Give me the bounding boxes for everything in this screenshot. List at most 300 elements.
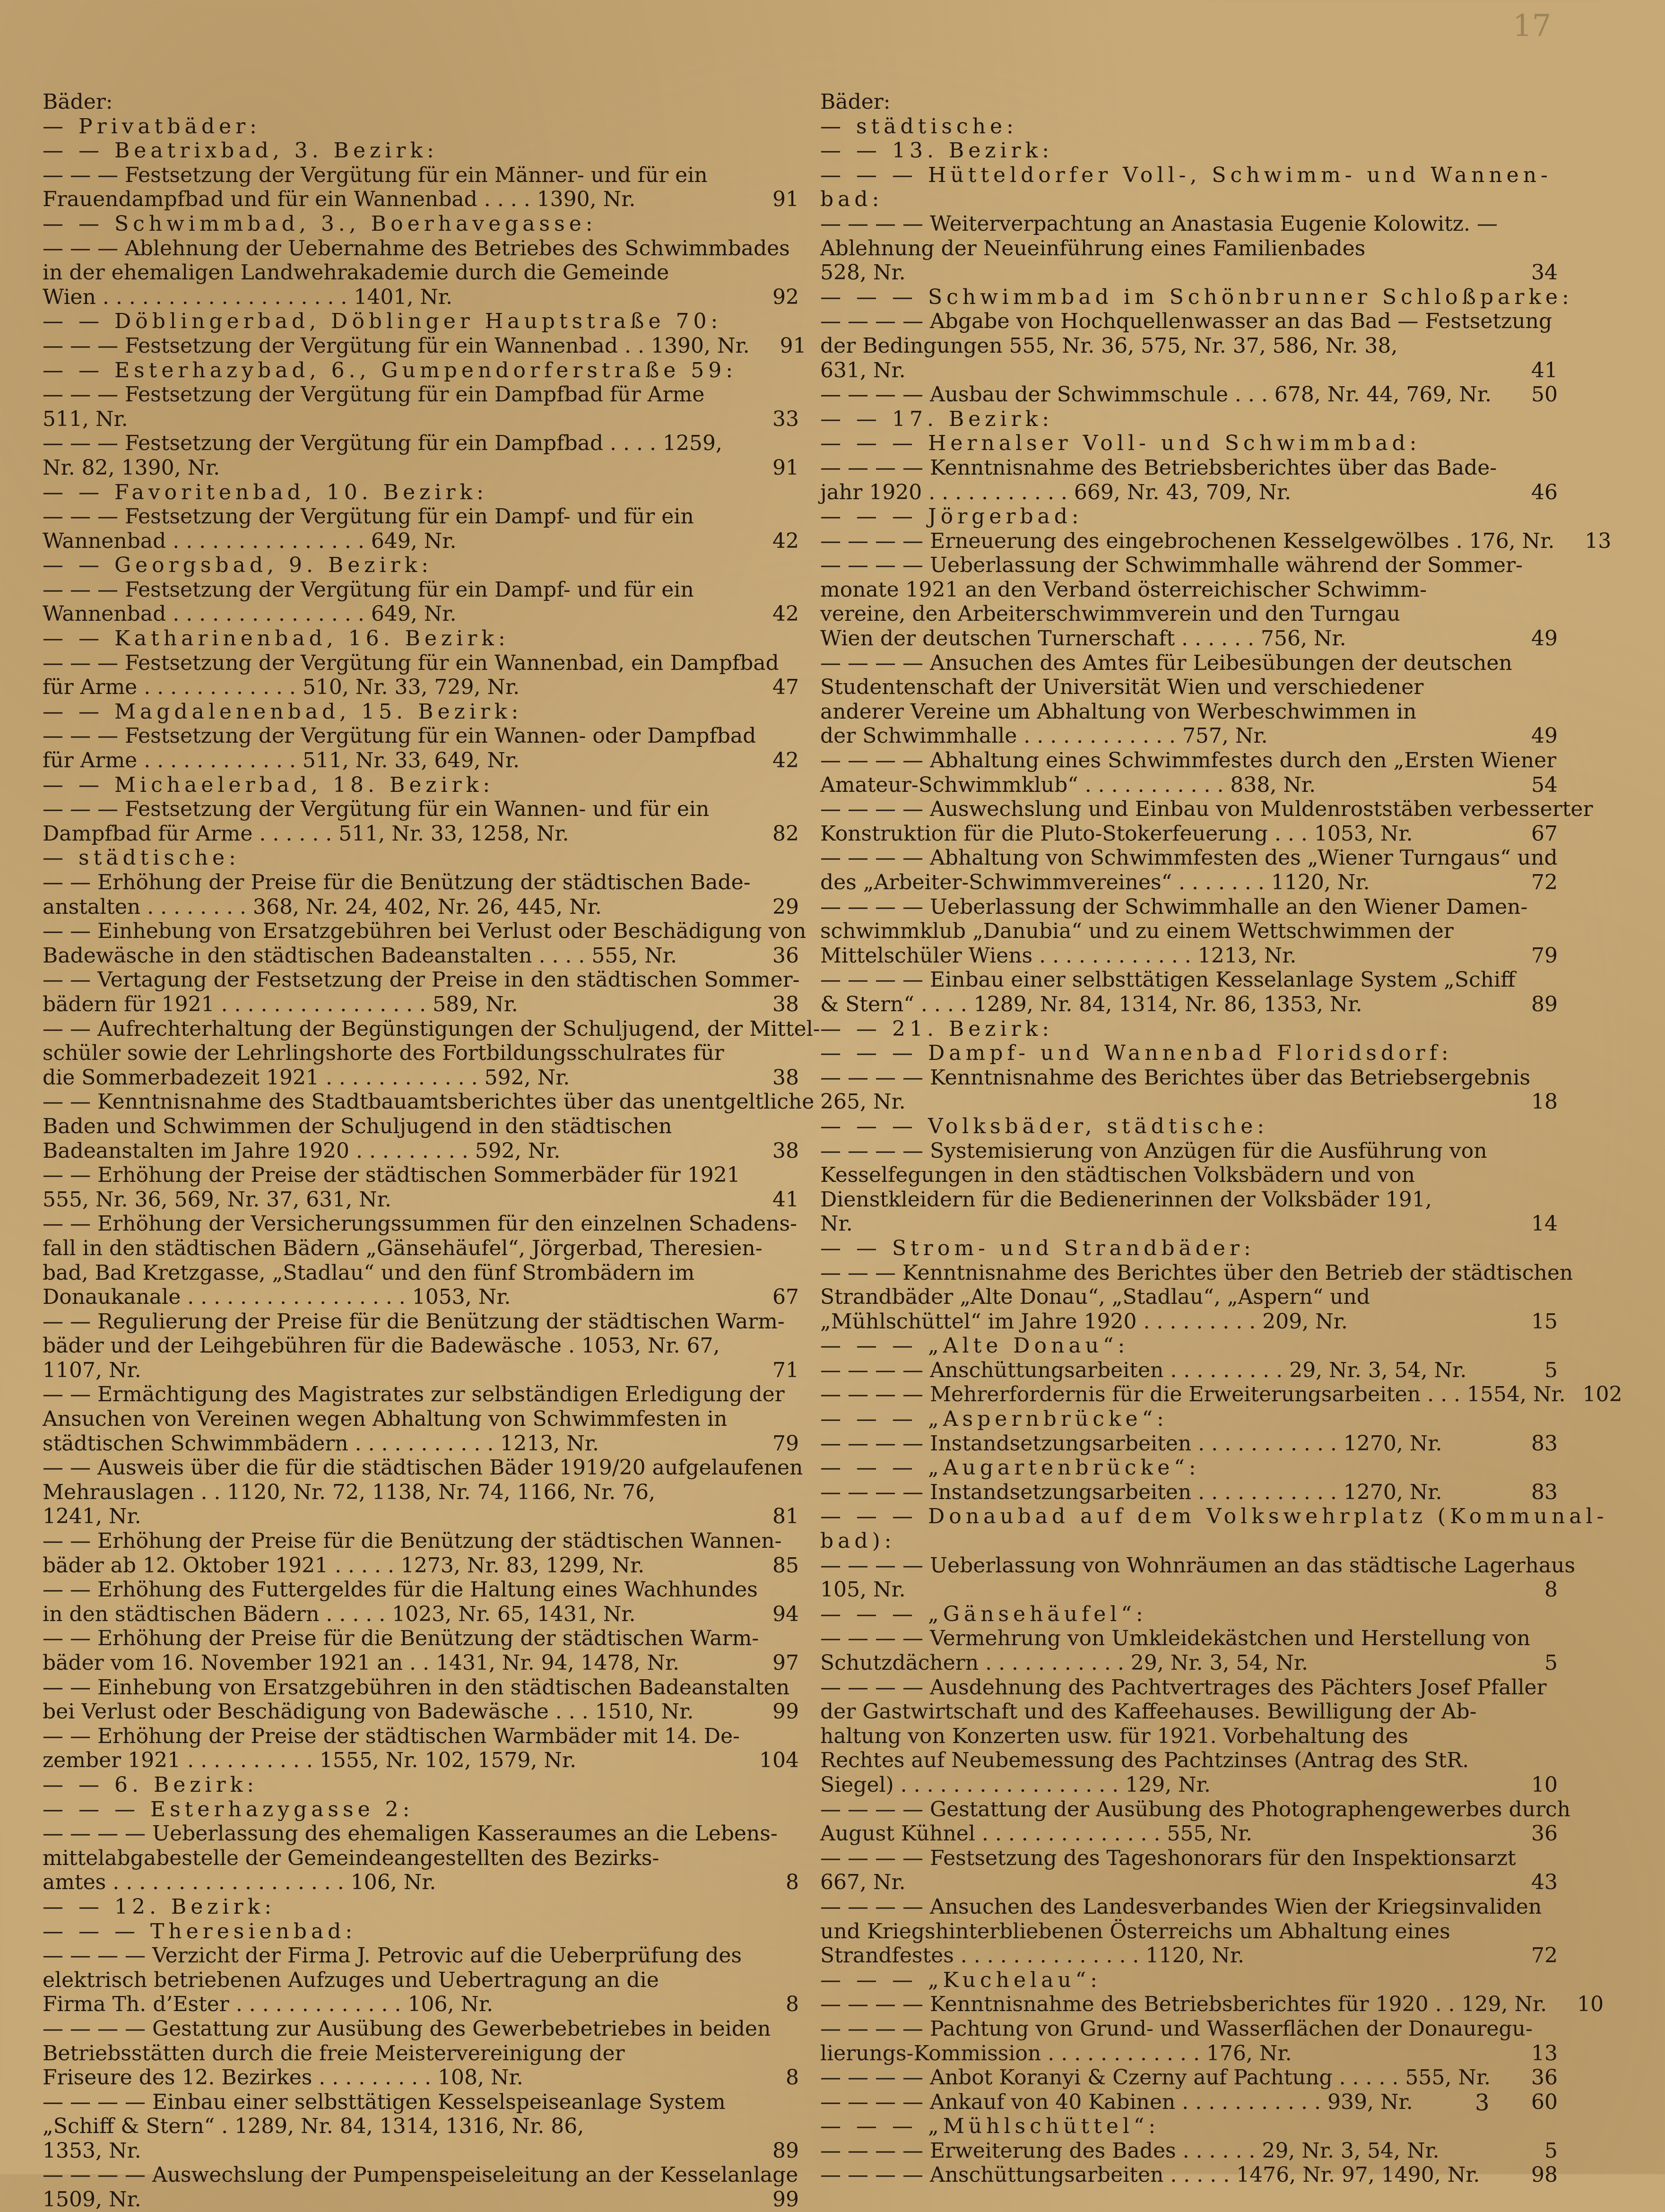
index-entry [43, 773, 799, 798]
entry-text: Donaukanale . . . . . . . . . . . . . . . . . 1053, Nr. [43, 1285, 511, 1310]
entry-text: bad): [820, 1529, 896, 1553]
entry-text: fall in den städtischen Bädern „Gänsehäufel“, Jörgerbad, Theresien- [43, 1236, 763, 1260]
entry-page-number: 5 [1544, 1651, 1558, 1675]
index-entry [43, 1139, 799, 1163]
entry-page-number: 5 [1544, 2138, 1558, 2163]
index-entry [43, 480, 799, 505]
entry-text: der Gastwirtschaft und des Kaffeehauses. Bewilligung der Ab- [820, 1700, 1477, 1724]
index-entry [820, 1919, 1558, 1944]
entry-text: — — — „Augartenbrücke“: [820, 1456, 1200, 1480]
index-entry [820, 1066, 1558, 1090]
entry-text: Mittelschüler Wiens . . . . . . . . . . . . 1213, Nr. [820, 943, 1297, 968]
entry-text: — Privatbäder: [43, 114, 261, 139]
entry-text: — — Erhöhung der Preise für die Benützung der städtischen Wannen- [43, 1529, 782, 1553]
index-entry [43, 870, 799, 895]
index-entry [820, 602, 1558, 626]
entry-page-number [742, 260, 799, 285]
index-entry [820, 1822, 1558, 1846]
index-entry [820, 236, 1558, 261]
index-entry [820, 700, 1558, 724]
index-entry [43, 1651, 799, 1675]
entry-text: schüler sowie der Lehrlingshorte des Fortbildungsschulrates für [43, 1041, 724, 1066]
index-entry [43, 139, 799, 163]
entry-page-number [1501, 334, 1558, 358]
entry-page-number: 13 [1585, 529, 1612, 553]
corner-mark: 17 [1513, 9, 1552, 43]
index-entry [820, 285, 1573, 310]
entry-text: monate 1921 an den Verband österreichischer Schwimm- [820, 577, 1427, 602]
entry-text: Ablehnung der Neueinführung eines Familienbades [820, 236, 1366, 260]
index-entry [820, 1504, 1608, 1529]
entry-page-number [1501, 578, 1558, 602]
entry-page-number: 18 [1531, 1090, 1558, 1114]
entry-text: — — — „Gänsehäufel“: [820, 1602, 1147, 1626]
index-entry [820, 675, 1558, 700]
entry-page-number: 83 [1531, 1480, 1558, 1504]
entry-text: — — — Jörgerbad: [820, 504, 1083, 529]
index-entry [43, 1114, 799, 1139]
index-column-right [820, 90, 1622, 2187]
entry-page-number [1501, 1724, 1558, 1749]
index-entry [43, 456, 799, 480]
entry-page-number [1501, 2114, 1558, 2139]
entry-text: — — Einhebung von Ersatzgebühren in den städtischen Badeanstalten [43, 1675, 790, 1700]
index-entry [43, 626, 799, 651]
entry-page-number: 67 [1531, 821, 1558, 846]
entry-page-number [1501, 1188, 1558, 1212]
index-entry [43, 1724, 799, 1749]
entry-text: — — Beatrixbad, 3. Bezirk: [43, 139, 438, 163]
entry-page-number: 99 [772, 2187, 799, 2212]
index-entry [820, 114, 1558, 139]
entry-page-number [742, 1895, 799, 1919]
index-entry [43, 333, 806, 358]
entry-page-number [1575, 1553, 1632, 1578]
index-entry [820, 139, 1558, 163]
entry-text: mittelabgabestelle der Gemeindeangestellten des Bezirks- [43, 1846, 659, 1870]
entry-text: — — — — Ueberlassung von Wohnräumen an das städtische Lagerhaus [820, 1553, 1576, 1578]
entry-page-number [771, 2017, 827, 2041]
index-entry [43, 895, 799, 919]
entry-page-number: 82 [772, 821, 799, 846]
index-entry [43, 90, 799, 114]
index-entry [43, 1919, 799, 1944]
entry-page-number: 46 [1531, 480, 1558, 504]
index-entry [820, 944, 1558, 968]
entry-text: & Stern“ . . . . 1289, Nr. 84, 1314, Nr. 86, 1353, Nr. [820, 992, 1362, 1016]
entry-page-number [1512, 651, 1569, 676]
entry-page-number: 41 [1531, 358, 1558, 382]
index-entry [43, 1163, 799, 1188]
entry-page-number: 79 [772, 1431, 799, 1456]
entry-page-number [1501, 407, 1558, 432]
entry-text: — — Erhöhung des Futtergeldes für die Haltung eines Wachhundes [43, 1578, 758, 1602]
entry-text: zember 1921 . . . . . . . . . . 1555, Nr. 102, 1579, Nr. [43, 1748, 577, 1773]
entry-page-number: 8 [786, 2065, 799, 2090]
entry-text: — — — — Instandsetzungsarbeiten . . . . . . . . . . . 1270, Nr. [820, 1480, 1442, 1504]
entry-page-number [1552, 163, 1609, 188]
index-entry [820, 1090, 1558, 1114]
entry-page-number: 38 [772, 1138, 799, 1163]
entry-text: Nr. [820, 1212, 853, 1236]
index-entry [820, 212, 1558, 236]
entry-text: — — 13. Bezirk: [820, 139, 1054, 163]
entry-page-number [1501, 1968, 1558, 1993]
entry-page-number [1501, 675, 1558, 700]
index-entry [43, 1846, 799, 1871]
entry-text: — — — Ablehnung der Uebernahme des Betriebes des Schwimmbades [43, 236, 790, 260]
entry-text: elektrisch betriebenen Aufzuges und Uebertragung an die [43, 1968, 659, 1992]
index-entry [43, 968, 799, 992]
entry-page-number: 47 [772, 675, 799, 700]
entry-page-number [742, 1797, 799, 1822]
entry-page-number [1501, 1456, 1558, 1480]
index-entry [43, 1797, 799, 1822]
entry-text: — — — Dampf- und Wannenbad Floridsdorf: [820, 1041, 1453, 1066]
entry-text: Amateur-Schwimmklub“ . . . . . . . . . . . 838, Nr. [820, 772, 1316, 797]
entry-page-number [1501, 504, 1558, 529]
entry-text: der Bedingungen 555, Nr. 36, 575, Nr. 37, 586, Nr. 38, [820, 333, 1398, 358]
entry-text: und Kriegshinterbliebenen Österreichs um Abhaltung eines [820, 1919, 1450, 1943]
index-entry [43, 797, 799, 822]
entry-text: — — — — Vermehrung von Umkleidekästchen und Herstellung von [820, 1626, 1530, 1651]
entry-page-number: 72 [1531, 870, 1558, 894]
index-entry [820, 1529, 1558, 1553]
entry-page-number [763, 1236, 819, 1261]
index-entry [43, 1382, 799, 1407]
index-entry [43, 1212, 799, 1236]
index-entry [43, 382, 799, 407]
entry-text: — — — Volksbäder, städtische: [820, 1114, 1269, 1138]
entry-page-number [742, 431, 799, 456]
entry-text: — — — — Mehrerfordernis für die Erweiterungsarbeiten . . . 1554, Nr. [820, 1382, 1566, 1407]
entry-text: Ansuchen von Vereinen wegen Abhaltung von Schwimmfesten in [43, 1407, 728, 1431]
entry-page-number: 5 [1544, 1358, 1558, 1382]
index-entry [820, 1236, 1558, 1261]
index-entry [820, 309, 1558, 334]
index-entry [820, 407, 1558, 432]
index-entry [43, 748, 799, 773]
index-entry [43, 651, 799, 676]
index-entry [43, 1773, 799, 1797]
index-entry [820, 968, 1558, 992]
entry-page-number: 104 [759, 1748, 799, 1773]
entry-page-number [742, 1968, 799, 1993]
index-entry [820, 1700, 1558, 1724]
index-entry [820, 1870, 1558, 1895]
index-entry [820, 797, 1593, 822]
entry-text: bad, Bad Kretzgasse, „Stadlau“ und den fünf Strombädern im [43, 1260, 695, 1285]
entry-text: 105, Nr. [820, 1578, 906, 1602]
entry-page-number [1501, 1334, 1558, 1358]
entry-text: — — 17. Bezirk: [820, 407, 1054, 431]
entry-page-number [751, 870, 807, 895]
index-entry [820, 919, 1558, 944]
entry-text: Betriebsstätten durch die freie Meistervereinigung der [43, 2041, 625, 2065]
entry-page-number: 29 [772, 894, 799, 919]
entry-page-number [742, 309, 799, 334]
entry-text: — — — — Ueberlassung der Schwimmhalle an den Wiener Damen- [820, 894, 1528, 919]
entry-text: amtes . . . . . . . . . . . . . . . . . . 106, Nr. [43, 1870, 436, 1895]
entry-text: — — Erhöhung der Preise für die Benützung der städtischen Warm- [43, 1626, 759, 1651]
index-entry [43, 1822, 799, 1846]
entry-text: Siegel) . . . . . . . . . . . . . . . . . 129, Nr. [820, 1772, 1211, 1797]
entry-page-number [742, 578, 799, 602]
index-entry [820, 163, 1558, 188]
index-entry [43, 553, 799, 578]
entry-text: bei Verlust oder Beschädigung von Badewäsche . . . 1510, Nr. [43, 1700, 694, 1724]
entry-page-number: 38 [772, 1065, 799, 1090]
index-entry [43, 358, 799, 383]
entry-text: Bäder: [820, 90, 891, 114]
index-entry [820, 1358, 1558, 1383]
entry-page-number [759, 1626, 815, 1651]
entry-text: — — — — Gestattung der Ausübung des Photographengewerbes durch [820, 1797, 1570, 1822]
entry-page-number: 91 [772, 187, 799, 212]
entry-page-number [1527, 895, 1584, 919]
entry-text: — — — Festsetzung der Vergütung für ein Dampfbad für Arme [43, 382, 705, 407]
entry-page-number [1552, 309, 1609, 334]
index-entry [43, 114, 799, 139]
entry-page-number: 13 [1531, 2041, 1558, 2065]
entry-text: — — — — Festsetzung des Tageshonorars für den Inspektionsarzt [820, 1846, 1516, 1870]
index-entry [820, 1407, 1558, 1431]
entry-text: bäder und der Leihgebühren für die Badewäsche . 1053, Nr. 67, [43, 1334, 720, 1358]
index-entry [43, 1529, 799, 1553]
entry-text: — — — — Anschüttungsarbeiten . . . . . . . . . 29, Nr. 3, 54, Nr. [820, 1358, 1467, 1382]
entry-page-number: 36 [772, 943, 799, 968]
entry-text: — — — — Kenntnisnahme des Betriebsberichtes für 1920 . . 129, Nr. [820, 1992, 1547, 2017]
index-entry [43, 1016, 820, 1041]
index-entry [820, 504, 1558, 529]
index-entry [820, 260, 1558, 285]
entry-page-number: 94 [772, 1602, 799, 1626]
entry-text: — — Michaelerbad, 18. Bezirk: [43, 772, 494, 797]
entry-page-number [742, 626, 799, 651]
index-entry [820, 1773, 1558, 1797]
index-entry [43, 2114, 799, 2139]
entry-text: Friseure des 12. Bezirkes . . . . . . . . . 108, Nr. [43, 2065, 523, 2090]
index-entry [820, 1578, 1558, 1602]
entry-page-number [1501, 1236, 1558, 1261]
index-entry [43, 1992, 799, 2017]
index-entry [820, 480, 1558, 505]
entry-page-number [742, 358, 799, 383]
index-entry [43, 675, 799, 700]
entry-text: — städtische: [43, 846, 240, 870]
index-entry [820, 1748, 1558, 1773]
entry-page-number [1533, 2017, 1589, 2041]
entry-text: Rechtes auf Neubemessung des Pachtzinses (Antrag des StR. [820, 1748, 1469, 1773]
entry-page-number: 54 [1531, 772, 1558, 797]
entry-text: — — Regulierung der Preise für die Benützung der städtischen Warm- [43, 1309, 785, 1334]
entry-text: Bäder: [43, 90, 113, 114]
entry-text: — — — — Einbau einer selbsttätigen Kesselanlage System „Schiff [820, 968, 1516, 992]
entry-page-number [1501, 1163, 1558, 1188]
entry-text: — — — Schwimmbad im Schönbrunner Schloßparke: [820, 285, 1573, 309]
entry-page-number [1501, 1919, 1558, 1944]
entry-text: Dienstkleidern für die Bedienerinnen der Volksbäder 191, [820, 1187, 1432, 1212]
index-entry [820, 1431, 1558, 1456]
entry-text: — — — „Kuchelau“: [820, 1968, 1101, 1992]
entry-page-number [1530, 1626, 1587, 1651]
index-entry [43, 1504, 799, 1529]
entry-text: — — — Festsetzung der Vergütung für ein Männer- und für ein [43, 163, 708, 187]
index-entry [43, 1188, 799, 1212]
entry-page-number [742, 797, 799, 822]
entry-page-number [742, 1163, 799, 1188]
entry-page-number [742, 2090, 799, 2115]
entry-text: 265, Nr. [820, 1090, 906, 1114]
entry-page-number: 92 [772, 285, 799, 309]
entry-text: lierungs-Kommission . . . . . . . . . . . . 176, Nr. [820, 2041, 1292, 2065]
entry-text: — — Katharinenbad, 16. Bezirk: [43, 626, 510, 651]
index-entry [820, 1163, 1558, 1188]
entry-page-number [1501, 700, 1558, 724]
page-number: 3 [1475, 2090, 1490, 2116]
entry-page-number: 50 [1531, 382, 1558, 407]
entry-text: Wannenbad . . . . . . . . . . . . . . . 649, Nr. [43, 602, 457, 626]
entry-page-number [742, 1943, 799, 1968]
entry-text: — — — — Ausbau der Schwimmschule . . . 678, Nr. 44, 769, Nr. [820, 382, 1492, 407]
index-entry [820, 2139, 1558, 2163]
entry-page-number [1558, 846, 1614, 870]
index-entry [43, 2090, 799, 2115]
index-entry [43, 846, 799, 870]
entry-page-number: 8 [786, 1870, 799, 1895]
entry-page-number [1501, 1017, 1558, 1041]
entry-text: — — Magdalenenbad, 15. Bezirk: [43, 699, 523, 724]
index-entry [820, 1553, 1576, 1578]
entry-page-number [1593, 797, 1650, 822]
entry-page-number: 34 [1531, 260, 1558, 285]
entry-text: — — — „Mühlschüttel“: [820, 2114, 1160, 2139]
entry-page-number: 36 [1531, 1822, 1558, 1846]
index-entry [43, 2065, 799, 2090]
index-entry [43, 2041, 799, 2066]
entry-page-number [742, 700, 799, 724]
entry-page-number: 10 [1577, 1992, 1604, 2017]
entry-text: — — — „Alte Donau“: [820, 1334, 1129, 1358]
entry-text: für Arme . . . . . . . . . . . . 511, Nr. 33, 649, Nr. [43, 748, 520, 773]
entry-page-number [1556, 748, 1613, 773]
index-entry [820, 431, 1558, 456]
entry-page-number [1501, 90, 1558, 114]
index-entry [820, 1797, 1570, 1822]
entry-text: Wannenbad . . . . . . . . . . . . . . . 649, Nr. [43, 529, 457, 553]
entry-page-number [742, 846, 799, 870]
entry-text: 511, Nr. [43, 407, 128, 431]
entry-page-number [742, 480, 799, 505]
index-entry [820, 2041, 1558, 2066]
index-entry [820, 1260, 1573, 1285]
entry-page-number: 83 [1531, 1431, 1558, 1456]
index-entry [43, 2017, 799, 2041]
entry-text: bäder vom 16. November 1921 an . . 1431, Nr. 94, 1478, Nr. [43, 1651, 680, 1675]
entry-page-number: 81 [772, 1504, 799, 1529]
entry-text: 631, Nr. [820, 358, 906, 382]
entry-text: städtischen Schwimmbädern . . . . . . . . . . . 1213, Nr. [43, 1431, 599, 1456]
entry-text: — — — — Erweiterung des Bades . . . . . . 29, Nr. 3, 54, Nr. [820, 2138, 1440, 2163]
index-entry [43, 944, 799, 968]
entry-text: — — — Festsetzung der Vergütung für ein Dampf- und für ein [43, 577, 694, 602]
entry-page-number: 33 [772, 407, 799, 431]
entry-page-number: 102 [1582, 1382, 1622, 1407]
entry-text: haltung von Konzerten usw. für 1921. Vorbehaltung des [820, 1724, 1408, 1748]
entry-text: — — — — Systemisierung von Anzügen für die Ausführung von [820, 1138, 1487, 1163]
index-entry [820, 1480, 1558, 1505]
entry-text: — — — — Ausdehnung des Pachtvertrages des Pächters Josef Pfaller [820, 1675, 1547, 1700]
index-entry [43, 919, 806, 944]
entry-text: jahr 1920 . . . . . . . . . . . 669, Nr. 43, 709, Nr. [820, 480, 1292, 504]
entry-page-number [742, 90, 799, 114]
entry-page-number: 71 [772, 1358, 799, 1382]
index-entry [820, 1626, 1558, 1651]
index-entry [43, 2187, 799, 2212]
entry-page-number [1547, 1675, 1604, 1700]
entry-text: — — Ermächtigung des Magistrates zur selbständigen Erledigung der [43, 1382, 785, 1407]
entry-page-number: 85 [772, 1553, 799, 1578]
entry-page-number [1501, 602, 1558, 626]
index-entry [43, 529, 799, 554]
entry-page-number [742, 1480, 799, 1505]
entry-page-number [742, 382, 799, 407]
entry-text: — — — — Verzicht der Firma J. Petrovic auf die Ueberprüfung des [43, 1943, 742, 1968]
index-entry [820, 456, 1558, 480]
entry-text: — — — — Anschüttungsarbeiten . . . . . 1476, Nr. 97, 1490, Nr. [820, 2163, 1480, 2187]
entry-page-number: 42 [772, 602, 799, 626]
entry-text: Kesselfegungen in den städtischen Volksbädern und von [820, 1163, 1415, 1188]
entry-page-number [1501, 919, 1558, 944]
index-entry [43, 992, 799, 1017]
index-entry [43, 1480, 799, 1505]
entry-page-number [1501, 1041, 1558, 1066]
entry-text: — — — Festsetzung der Vergütung für ein Dampf- und für ein [43, 504, 694, 529]
index-entry [820, 1212, 1558, 1236]
entry-page-number [742, 1846, 799, 1871]
index-entry [43, 163, 799, 188]
entry-text: Mehrauslagen . . 1120, Nr. 72, 1138, Nr. 74, 1166, Nr. 76, [43, 1480, 656, 1504]
index-entry [43, 1407, 799, 1431]
index-entry [820, 1041, 1558, 1066]
entry-page-number [758, 1578, 815, 1602]
entry-page-number [1570, 1797, 1627, 1822]
entry-text: Badeanstalten im Jahre 1920 . . . . . . . . . 592, Nr. [43, 1138, 561, 1163]
entry-text: — städtische: [820, 114, 1018, 139]
entry-text: bäder ab 12. Oktober 1921 . . . . . 1273, Nr. 83, 1299, Nr. [43, 1553, 645, 1578]
entry-text: 1107, Nr. [43, 1358, 141, 1382]
entry-text: Wien . . . . . . . . . . . . . . . . . . . 1401, Nr. [43, 285, 453, 309]
entry-text: bädern für 1921 . . . . . . . . . . . . . . . . 589, Nr. [43, 992, 518, 1016]
index-entry [820, 822, 1558, 846]
entry-page-number: 79 [1531, 943, 1558, 968]
entry-text: — — — — Abhaltung eines Schwimmfestes durch den „Ersten Wiener [820, 748, 1557, 773]
entry-text: Baden und Schwimmen der Schuljugend in den städtischen [43, 1114, 672, 1138]
entry-text: — — — — Pachtung von Grund- und Wasserflächen der Donauregu- [820, 2016, 1533, 2041]
index-entry [820, 651, 1558, 676]
index-entry [43, 504, 799, 529]
entry-page-number: 49 [1531, 626, 1558, 651]
index-entry [43, 724, 799, 748]
entry-page-number [742, 1919, 799, 1944]
entry-text: — — Einhebung von Ersatzgebühren bei Verlust oder Beschädigung von [43, 919, 806, 944]
entry-page-number [1501, 1139, 1558, 1163]
entry-page-number [742, 2041, 799, 2066]
index-entry [820, 846, 1558, 870]
index-entry [43, 1090, 815, 1114]
entry-page-number [1501, 139, 1558, 163]
index-entry [820, 1139, 1558, 1163]
